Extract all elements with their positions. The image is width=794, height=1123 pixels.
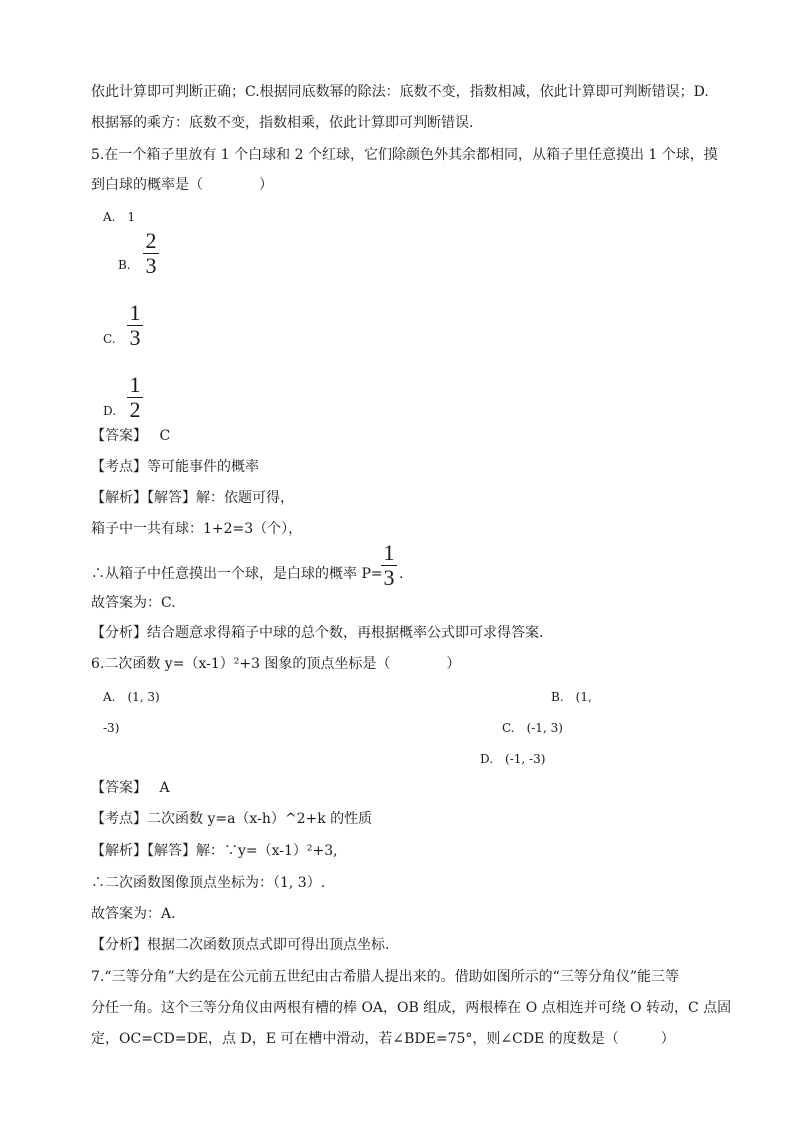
- solution-line: ∴二次函数图像顶点坐标为：（1, 3）.: [91, 875, 326, 891]
- denominator: 3: [383, 565, 395, 590]
- numerator: 2: [145, 228, 157, 253]
- analysis-tag: 【分析】: [91, 625, 147, 641]
- option-b: B.: [118, 258, 131, 272]
- answer-tag: 【答案】: [91, 780, 147, 796]
- answer-tag: 【答案】: [91, 428, 147, 444]
- solution-line: 箱子中一共有球：1+2=3（个），: [91, 521, 303, 537]
- jiexi-tag: 【解析】: [91, 490, 147, 506]
- question-5-stem: 5.在一个箱子里放有 1 个白球和 2 个红球，它们除颜色外其余都相同，从箱子里任意摸出 1 个球，摸: [91, 147, 718, 163]
- analysis-text: 根据二次函数顶点式即可得出顶点坐标.: [147, 937, 390, 953]
- analysis-row: [91, 936, 389, 954]
- kaodian-text: 二次函数 y=a（x-h）^2+k 的性质: [147, 811, 373, 827]
- answer-row: [91, 779, 170, 797]
- option-a: A. (1, 3): [103, 690, 160, 704]
- question-6-stem: 6.二次函数 y=（x-1）²+3 图象的顶点坐标是（ ）: [91, 656, 461, 672]
- kaodian-row: [91, 458, 259, 476]
- option-c-fraction: [127, 302, 143, 349]
- option-a: A. 1: [103, 210, 136, 224]
- jiexi-text: 【解答】解：依题可得，: [147, 490, 294, 506]
- option-d: D. (-1, -3): [480, 752, 546, 766]
- answer-value: C: [159, 428, 171, 444]
- text-line: 根据幂的乘方：底数不变，指数相乘，依此计算即可判断错误.: [91, 115, 474, 131]
- jiexi-text: 【解答】解：∵y=（x-1）²+3,: [147, 843, 338, 859]
- analysis-tag: 【分析】: [91, 937, 147, 953]
- jiexi-row: [91, 842, 338, 860]
- jiexi-tag: 【解析】: [91, 843, 147, 859]
- numerator: 1: [383, 540, 395, 565]
- question-7-stem-cont: 定，OC=CD=DE，点 D，E 可在槽中滑动，若∠BDE=75°，则∠CDE 的度数是（ ）: [91, 1031, 675, 1047]
- option-c: C.: [103, 332, 116, 346]
- solution-line: 故答案为：A.: [91, 906, 176, 922]
- answer-row: [91, 427, 170, 445]
- analysis-row: [91, 624, 543, 642]
- denominator: 3: [145, 253, 157, 278]
- numerator: 1: [129, 300, 141, 325]
- analysis-text: 结合题意求得箱子中球的总个数，再根据概率公式即可求得答案.: [147, 625, 544, 641]
- option-b-cont: -3): [103, 721, 120, 735]
- numerator: 1: [129, 372, 141, 397]
- option-c: C. (-1, 3): [502, 721, 563, 735]
- probability-fraction: [381, 542, 397, 589]
- kaodian-row: [91, 810, 372, 828]
- option-b: B. (1,: [551, 690, 592, 704]
- option-d-fraction: [127, 374, 143, 421]
- text-line: 依此计算即可判断正确；C.根据同底数幂的除法：底数不变，指数相减，依此计算即可判断错误；D.: [91, 84, 709, 100]
- kaodian-tag: 【考点】: [91, 459, 147, 475]
- option-b-fraction: [143, 230, 159, 277]
- solution-line: ∴从箱子中任意摸出一个球，是白球的概率 P=: [91, 566, 383, 582]
- jiexi-row: [91, 489, 294, 507]
- question-5-stem-cont: 到白球的概率是（ ）: [91, 177, 273, 193]
- kaodian-tag: 【考点】: [91, 811, 147, 827]
- question-7-stem-cont: 分任一角。这个三等分角仪由两根有槽的棒 OA，OB 组成，两根棒在 O 点相连并可绕 O 转动，C 点固: [91, 1000, 732, 1016]
- answer-value: A: [159, 780, 170, 796]
- option-d: D.: [103, 404, 117, 418]
- denominator: 2: [129, 397, 141, 422]
- kaodian-text: 等可能事件的概率: [147, 459, 259, 475]
- solution-line: 故答案为：C.: [91, 595, 176, 611]
- period: .: [399, 566, 404, 582]
- question-7-stem: 7.“三等分角”大约是在公元前五世纪由古希腊人提出来的。借助如图所示的“三等分角仪”能三等: [91, 969, 679, 985]
- denominator: 3: [129, 325, 141, 350]
